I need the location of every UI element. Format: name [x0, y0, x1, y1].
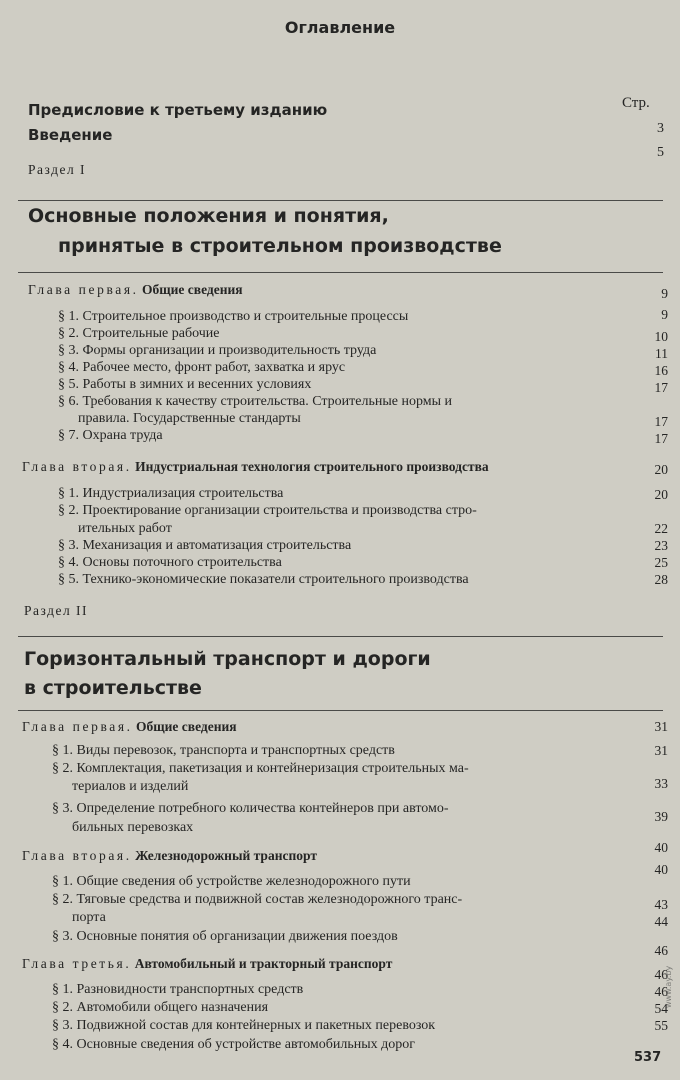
- page-number: 9: [661, 286, 668, 301]
- section-title-line: Основные положения и понятия,: [28, 205, 389, 227]
- page-number: 43: [654, 897, 668, 912]
- section-title-line: принятые в строительном производстве: [58, 235, 502, 257]
- chapter-lead: Глава вторая.: [22, 848, 132, 863]
- chapter-title: Общие сведения: [136, 719, 237, 734]
- toc-item: § 6. Требования к качеству строительства. Строительные нормы и: [58, 394, 452, 409]
- page-number: 46: [654, 967, 668, 982]
- chapter-heading: [28, 282, 243, 298]
- toc-item: § 1. Виды перевозок, транспорта и транспортных средств: [52, 743, 395, 758]
- page-number: 28: [654, 572, 668, 587]
- page-number: 31: [654, 743, 668, 758]
- page-number: 11: [655, 346, 668, 361]
- toc-item: § 2. Строительные рабочие: [58, 326, 220, 341]
- chapter-lead: Глава первая.: [22, 719, 133, 734]
- toc-item: § 3. Подвижной состав для контейнерных и пакетных перевозок: [52, 1018, 436, 1033]
- page-number: 5: [657, 145, 664, 160]
- chapter-title: Индустриальная технология строительного производства: [135, 459, 489, 474]
- page-number: 3: [657, 121, 664, 136]
- toc-item: § 1. Строительное производство и строительные процессы: [58, 309, 409, 324]
- toc-item: § 3. Определение потребного количества контейнеров при автомо-: [52, 801, 449, 816]
- page-number: 55: [654, 1018, 668, 1033]
- toc-item: § 4. Рабочее место, фронт работ, захватка и ярус: [58, 360, 346, 375]
- page-number: 22: [654, 521, 668, 536]
- page-number: 46: [654, 984, 668, 999]
- toc-item-continued: ительных работ: [78, 521, 172, 536]
- page-title: Оглавление: [284, 18, 396, 37]
- chapter-lead: Глава вторая.: [22, 459, 132, 474]
- page-number: 46: [654, 943, 668, 958]
- chapter-title: Автомобильный и тракторный транспорт: [134, 956, 393, 971]
- page-number: 40: [654, 862, 668, 877]
- toc-item-continued: териалов и изделий: [72, 779, 189, 794]
- toc-item: § 1. Общие сведения об устройстве железнодорожного пути: [52, 874, 411, 889]
- divider: [18, 636, 663, 637]
- page-number: 39: [654, 809, 668, 824]
- chapter-heading: [22, 719, 237, 735]
- toc-item: § 2. Комплектация, пакетизация и контейнеризация строительных ма-: [52, 761, 469, 776]
- toc-item-continued: порта: [72, 910, 106, 925]
- page-number: 23: [654, 538, 668, 553]
- section-title-line: Горизонтальный транспорт и дороги: [24, 648, 431, 670]
- book-page-number: 537: [634, 1050, 662, 1065]
- page-number: 25: [654, 555, 668, 570]
- chapter-heading: [22, 459, 489, 475]
- page-number: 10: [654, 329, 668, 344]
- section-title-line: в строительстве: [24, 677, 202, 699]
- toc-item: § 2. Проектирование организации строительства и производства стро-: [58, 503, 477, 518]
- section-label: Раздел II: [24, 603, 89, 618]
- page-number: 16: [654, 363, 668, 378]
- toc-item: § 2. Автомобили общего назначения: [52, 1000, 269, 1015]
- page-number: 17: [654, 380, 668, 395]
- toc-item: § 5. Технико-экономические показатели строительного производства: [58, 572, 469, 587]
- page-number: 17: [654, 414, 668, 429]
- chapter-title: Общие сведения: [142, 282, 243, 297]
- frontmatter-intro: Введение: [28, 126, 113, 144]
- page-column-label: Стр.: [622, 95, 650, 111]
- toc-item: § 3. Основные понятия об организации движения поездов: [52, 929, 398, 944]
- page-number: 54: [654, 1001, 668, 1016]
- toc-item: § 5. Работы в зимних и весенних условиях: [58, 377, 312, 392]
- page-number: 9: [661, 307, 668, 322]
- toc-item: § 4. Основные сведения об устройстве автомобильных дорог: [52, 1037, 416, 1052]
- toc-item: § 1. Разновидности транспортных средств: [52, 982, 304, 997]
- chapter-heading: [22, 956, 392, 972]
- toc-item: § 3. Механизация и автоматизация строительства: [58, 538, 352, 553]
- frontmatter-preface: Предисловие к третьему изданию: [28, 101, 328, 119]
- page-number: 40: [654, 840, 668, 855]
- divider: [18, 272, 663, 273]
- page-number: 31: [654, 719, 668, 734]
- chapter-lead: Глава первая.: [28, 282, 139, 297]
- toc-item: § 7. Охрана труда: [58, 428, 163, 443]
- chapter-lead: Глава третья.: [22, 956, 132, 971]
- toc-item: § 2. Тяговые средства и подвижной состав железнодорожного транс-: [52, 892, 463, 907]
- page-number: 20: [654, 487, 668, 502]
- page-number: 17: [654, 431, 668, 446]
- toc-item: § 3. Формы организации и производительность труда: [58, 343, 377, 358]
- section-label: Раздел I: [28, 162, 87, 177]
- divider: [18, 710, 663, 711]
- page-number: 33: [654, 776, 668, 791]
- page-number: 44: [654, 914, 668, 929]
- toc-item: § 1. Индустриализация строительства: [58, 486, 284, 501]
- chapter-title: Железнодорожный транспорт: [135, 848, 317, 863]
- toc-item-continued: правила. Государственные стандарты: [78, 411, 301, 426]
- watermark: www.ay.by: [664, 965, 673, 1008]
- toc-item-continued: бильных перевозках: [72, 820, 194, 835]
- chapter-heading: [22, 848, 317, 864]
- page-number: 20: [654, 462, 668, 477]
- toc-item: § 4. Основы поточного строительства: [58, 555, 282, 570]
